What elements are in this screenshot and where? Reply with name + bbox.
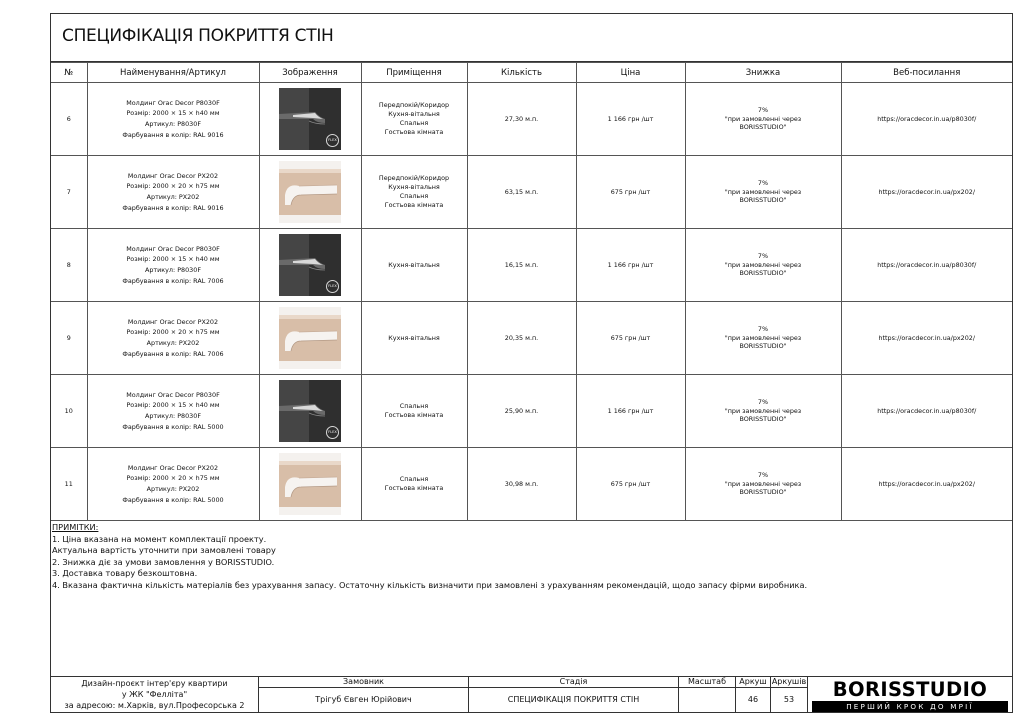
web-link[interactable]: https://oracdecor.in.ua/p8030f/ — [841, 83, 1012, 156]
discount-line: 7% — [757, 324, 769, 333]
quantity-cell: 30,98 м.п. — [467, 448, 576, 521]
note-line: 4. Вказана фактична кількість матеріалів без урахування запасу. Остаточну кількість визначити при замовлені з урахуванням рекомендацій, щодо запасу фірми виробника. — [52, 579, 808, 590]
project-line: Дизайн-проєкт інтер'єру квартири — [81, 679, 228, 688]
room-line: Кухня-вітальня — [388, 183, 440, 192]
stage-cell — [469, 677, 679, 713]
product-name-cell — [87, 156, 259, 229]
table-header-row — [51, 63, 1012, 83]
room-cell — [361, 375, 467, 448]
discount-line: 7% — [757, 470, 769, 479]
web-link[interactable]: https://oracdecor.in.ua/px202/ — [841, 448, 1012, 521]
room-cell — [361, 448, 467, 521]
discount-line: BORISSTUDIO" — [739, 342, 787, 351]
discount-line: 7% — [757, 105, 769, 114]
col-header-room: Приміщення — [361, 63, 467, 83]
discount-line: "при замовленні через — [724, 479, 802, 488]
room-cell — [361, 302, 467, 375]
product-name-line: Фарбування в колір: RAL 7006 — [122, 276, 224, 285]
product-name-line: Артикул: P8030F — [144, 120, 201, 128]
room-line: Кухня-вітальня — [388, 260, 440, 269]
quantity-cell: 20,35 м.п. — [467, 302, 576, 375]
room-line: Спальня — [399, 119, 429, 127]
flex-badge-icon: FLEX — [326, 134, 339, 147]
room-cell — [361, 229, 467, 302]
product-name-line: Фарбування в колір: RAL 9016 — [122, 203, 224, 212]
brand-logo — [808, 677, 1012, 713]
table-body — [51, 83, 1012, 521]
product-image-cell — [259, 229, 361, 302]
table-row — [51, 375, 1012, 448]
discount-cell — [685, 83, 841, 156]
product-name-cell — [87, 302, 259, 375]
sheets-label: Аркушів — [771, 677, 807, 686]
room-line: Спальня — [399, 402, 429, 411]
stage-label: Стадія — [469, 677, 678, 688]
price-cell: 1 166 грн /шт — [576, 375, 685, 448]
brand-name: BORISSTUDIO — [832, 678, 988, 701]
note-line: 3. Доставка товару безкоштовна. — [52, 568, 198, 579]
product-name-line: Молдинг Orac Decor PX202 — [127, 463, 219, 472]
price-cell: 675 грн /шт — [576, 448, 685, 521]
customer-value: Трігуб Євген Юрійович — [315, 695, 412, 704]
flex-badge-icon: FLEX — [326, 426, 339, 439]
price-cell: 675 грн /шт — [576, 156, 685, 229]
col-header-number: № — [51, 63, 87, 83]
discount-line: 7% — [757, 251, 769, 260]
row-number: 8 — [51, 229, 87, 302]
page-title: СПЕЦИФІКАЦІЯ ПОКРИТТЯ СТІН — [62, 26, 334, 46]
sheet-value: 46 — [747, 695, 759, 704]
scale-label: Масштаб — [679, 677, 735, 688]
product-name-cell — [87, 448, 259, 521]
product-image-cell — [259, 156, 361, 229]
product-name-line: Артикул: P8030F — [144, 412, 201, 420]
col-header-name: Найменування/Артикул — [87, 63, 259, 83]
table-row — [51, 156, 1012, 229]
discount-line: "при замовленні через — [724, 260, 802, 269]
quantity-cell: 25,90 м.п. — [467, 375, 576, 448]
note-line: 2. Знижка діє за умови замовлення у BORISSTUDIO. — [52, 556, 275, 567]
discount-cell — [685, 302, 841, 375]
discount-line: BORISSTUDIO" — [739, 196, 787, 205]
web-link[interactable]: https://oracdecor.in.ua/px202/ — [841, 302, 1012, 375]
discount-cell — [685, 229, 841, 302]
col-header-price: Ціна — [576, 63, 685, 83]
room-cell — [361, 83, 467, 156]
px202-molding-photo — [279, 307, 341, 369]
sheet-cell — [736, 677, 771, 713]
scale-value — [679, 688, 735, 712]
brand-slogan: ПЕРШИЙ КРОК ДО МРІЇ — [812, 701, 1008, 712]
product-name-cell — [87, 375, 259, 448]
spec-table — [51, 62, 1012, 521]
title-block — [51, 676, 1012, 712]
discount-line: BORISSTUDIO" — [739, 488, 787, 497]
flex-badge-icon: FLEX — [326, 280, 339, 293]
sheets-total-cell — [771, 677, 808, 713]
note-line: Актуальна вартість уточнити при замовлені товару — [52, 545, 276, 556]
discount-cell — [685, 156, 841, 229]
product-image-cell — [259, 448, 361, 521]
px202-molding-photo — [279, 161, 341, 223]
product-name-line: Молдинг Orac Decor P8030F — [126, 244, 220, 253]
room-line: Гостьова кімната — [384, 411, 444, 419]
project-line: у ЖК "Фелліта" — [121, 689, 188, 699]
sheets-value: 53 — [783, 695, 795, 704]
discount-cell — [685, 375, 841, 448]
table-row — [51, 448, 1012, 521]
row-number: 11 — [51, 448, 87, 521]
discount-line: BORISSTUDIO" — [739, 123, 787, 132]
room-line: Спальня — [399, 192, 429, 200]
room-line: Гостьова кімната — [384, 127, 444, 136]
title-row — [51, 14, 1012, 62]
notes-section — [51, 520, 1012, 594]
table-row — [51, 229, 1012, 302]
price-cell: 1 166 грн /шт — [576, 83, 685, 156]
product-image-cell — [259, 302, 361, 375]
discount-cell — [685, 448, 841, 521]
room-line: Гостьова кімната — [384, 484, 444, 492]
product-name-line: Артикул: PX202 — [146, 485, 200, 493]
product-name-line: Молдинг Orac Decor P8030F — [126, 390, 220, 399]
p8030f-molding-photo — [279, 380, 341, 442]
quantity-cell: 16,15 м.п. — [467, 229, 576, 302]
product-name-line: Розмір: 2000 × 20 × h75 мм — [126, 182, 220, 191]
project-line: за адресою: м.Харків, вул.Професорська 2 — [64, 700, 245, 710]
p8030f-molding-photo — [279, 88, 341, 150]
product-name-line: Молдинг Orac Decor PX202 — [127, 317, 219, 326]
web-link[interactable]: https://oracdecor.in.ua/p8030f/ — [841, 229, 1012, 302]
col-header-link: Веб-посилання — [841, 63, 1012, 83]
room-line: Гостьова кімната — [384, 200, 444, 209]
product-name-line: Фарбування в колір: RAL 9016 — [122, 130, 224, 139]
table-row — [51, 302, 1012, 375]
discount-line: 7% — [757, 178, 769, 187]
col-header-image: Зображення — [259, 63, 361, 83]
product-image-cell — [259, 375, 361, 448]
web-link[interactable]: https://oracdecor.in.ua/px202/ — [841, 156, 1012, 229]
room-line: Кухня-вітальня — [388, 333, 440, 342]
product-name-line: Молдинг Orac Decor PX202 — [127, 171, 219, 180]
room-line: Передпокій/Коридор — [378, 174, 450, 183]
p8030f-molding-photo — [279, 234, 341, 296]
room-line: Кухня-вітальня — [388, 110, 440, 119]
product-name-line: Розмір: 2000 × 15 × h40 мм — [126, 401, 220, 410]
discount-line: "при замовленні через — [724, 187, 802, 196]
note-line: 1. Ціна вказана на момент комплектації проекту. — [52, 533, 267, 544]
customer-cell — [259, 677, 469, 713]
product-image-cell — [259, 83, 361, 156]
quantity-cell: 27,30 м.п. — [467, 83, 576, 156]
discount-line: 7% — [757, 397, 769, 406]
product-name-line: Розмір: 2000 × 15 × h40 мм — [126, 109, 220, 118]
px202-molding-photo — [279, 453, 341, 515]
quantity-cell: 63,15 м.п. — [467, 156, 576, 229]
scale-cell — [679, 677, 736, 713]
product-name-line: Розмір: 2000 × 15 × h40 мм — [126, 255, 220, 264]
discount-line: "при замовленні через — [724, 333, 802, 342]
discount-line: "при замовленні через — [724, 114, 802, 123]
price-cell: 675 грн /шт — [576, 302, 685, 375]
discount-line: BORISSTUDIO" — [739, 269, 787, 278]
stage-value: СПЕЦИФІКАЦІЯ ПОКРИТТЯ СТІН — [507, 695, 640, 704]
spec-sheet — [50, 13, 1013, 713]
price-cell: 1 166 грн /шт — [576, 229, 685, 302]
product-name-cell — [87, 83, 259, 156]
col-header-quantity: Кількість — [467, 63, 576, 83]
sheet-label: Аркуш — [736, 677, 770, 688]
room-line: Спальня — [399, 475, 429, 484]
discount-line: "при замовленні через — [724, 406, 802, 415]
row-number: 7 — [51, 156, 87, 229]
room-cell — [361, 156, 467, 229]
row-number: 10 — [51, 375, 87, 448]
col-header-discount: Знижка — [685, 63, 841, 83]
discount-line: BORISSTUDIO" — [739, 415, 787, 424]
product-name-line: Розмір: 2000 × 20 × h75 мм — [126, 328, 220, 337]
product-name-line: Артикул: PX202 — [146, 339, 200, 347]
product-name-line: Фарбування в колір: RAL 7006 — [122, 349, 224, 358]
row-number: 9 — [51, 302, 87, 375]
customer-label: Замовник — [259, 677, 468, 688]
product-name-line: Артикул: P8030F — [144, 266, 201, 274]
product-name-line: Артикул: PX202 — [146, 193, 200, 201]
product-name-cell — [87, 229, 259, 302]
product-name-line: Фарбування в колір: RAL 5000 — [122, 422, 224, 431]
product-name-line: Молдинг Orac Decor P8030F — [126, 98, 220, 107]
product-name-line: Розмір: 2000 × 20 × h75 мм — [126, 474, 220, 483]
row-number: 6 — [51, 83, 87, 156]
room-line: Передпокій/Коридор — [378, 101, 450, 110]
project-description — [51, 677, 259, 713]
table-row — [51, 83, 1012, 156]
notes-title: ПРИМІТКИ: — [52, 522, 99, 532]
product-name-line: Фарбування в колір: RAL 5000 — [122, 495, 224, 504]
web-link[interactable]: https://oracdecor.in.ua/p8030f/ — [841, 375, 1012, 448]
